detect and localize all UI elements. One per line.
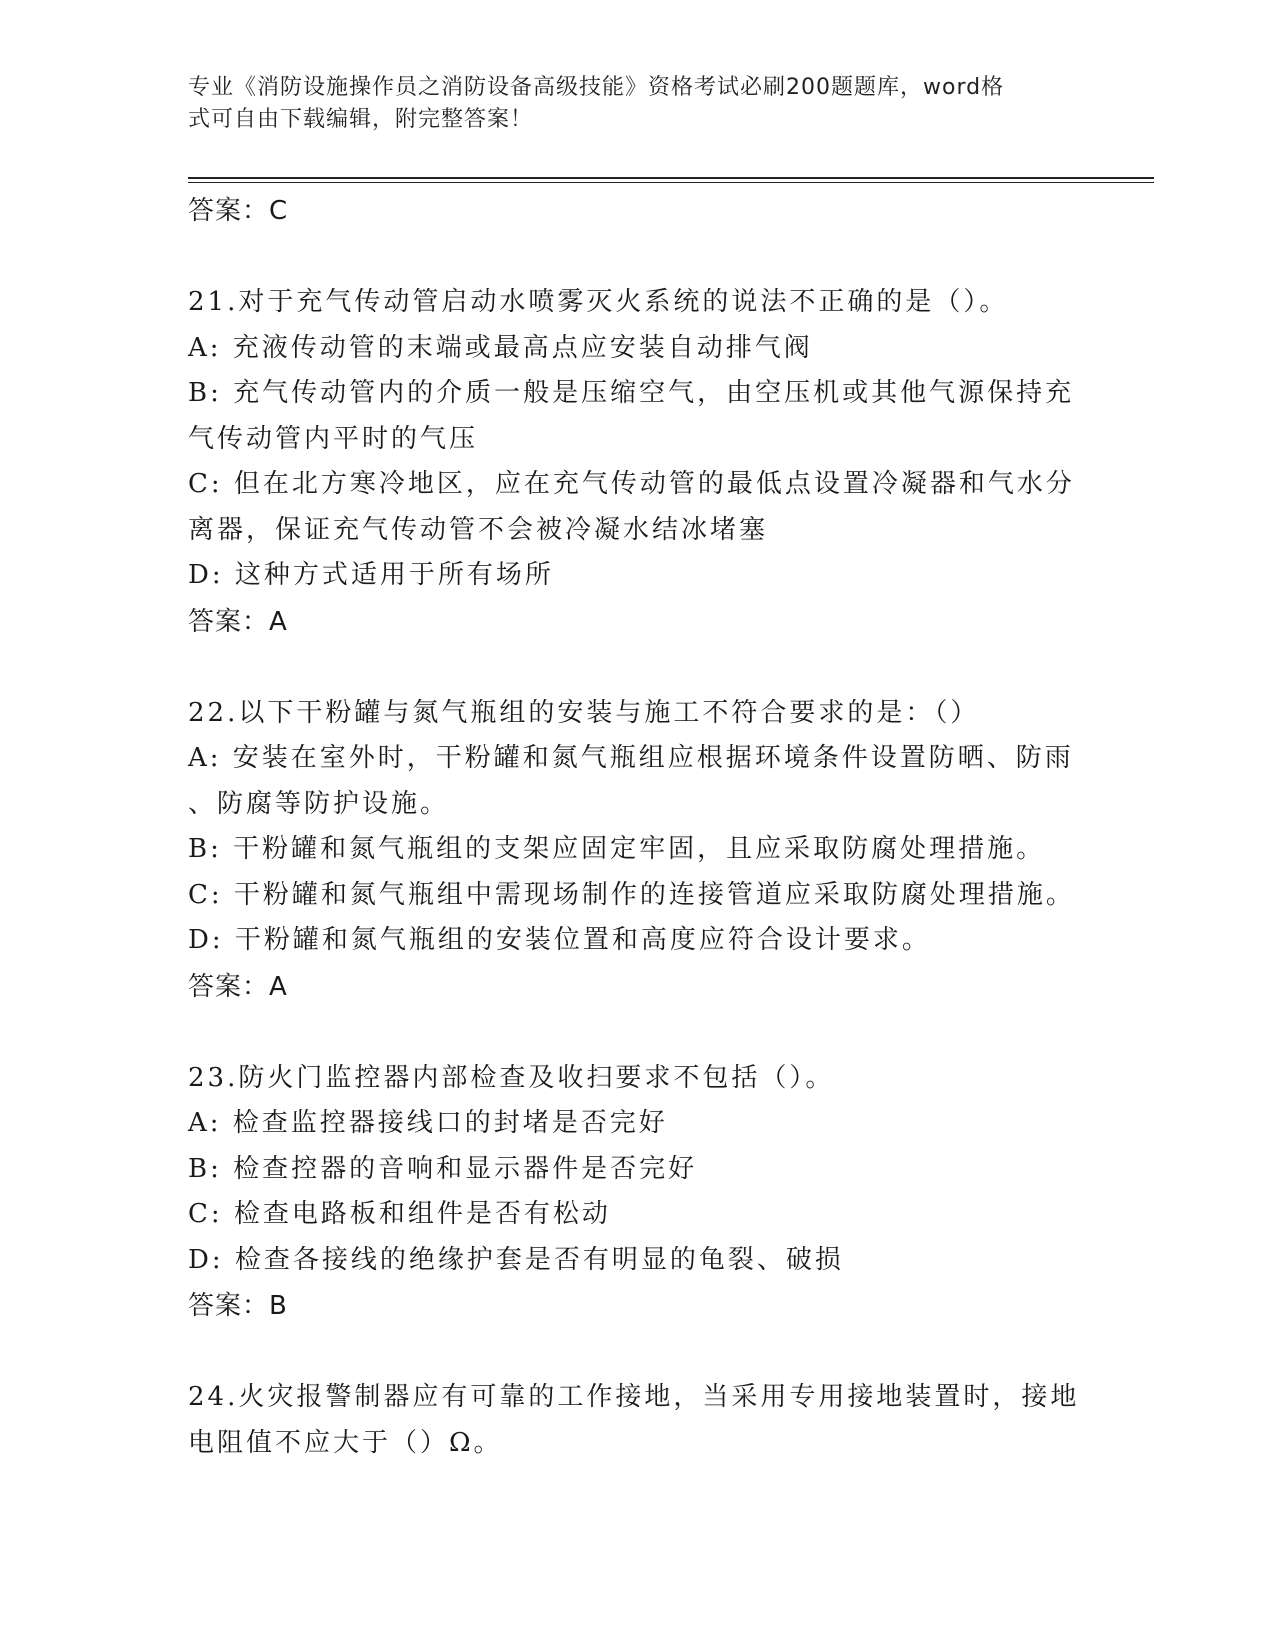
question-body: [188, 188, 1088, 1466]
option-line: B: 充气传动管内的介质一般是压缩空气，由空压机或其他气源保持充: [188, 378, 1075, 408]
header-line-1: 专业《消防设施操作员之消防设备高级技能》资格考试必刷200题题库，word格: [188, 75, 1005, 100]
question-gap: [188, 1010, 1088, 1056]
question-gap: [188, 1329, 1088, 1375]
question-block: [188, 280, 1088, 645]
option-line: 气传动管内平时的气压: [188, 423, 479, 454]
question-answer: 答案：A: [188, 971, 288, 1002]
question-option: [188, 873, 1088, 919]
option-line: D: 这种方式适用于所有场所: [188, 560, 554, 590]
option-line: A: 检查监控器接线口的封堵是否完好: [188, 1108, 668, 1138]
question-block: [188, 691, 1088, 1010]
header-rule-thick: [188, 177, 1154, 179]
question-stem-line: 电阻值不应大于（）Ω。: [188, 1427, 503, 1458]
option-line: C: 干粉罐和氮气瓶组中需现场制作的连接管道应采取防腐处理措施。: [188, 879, 1075, 910]
option-line: C: 但在北方寒冷地区，应在充气传动管的最低点设置冷凝器和气水分: [188, 469, 1075, 499]
question-option: [188, 326, 1088, 372]
question-option: [188, 827, 1088, 873]
question-option: [188, 462, 1088, 553]
option-line: 、防腐等防护设施。: [188, 788, 450, 819]
page-header: [188, 72, 1068, 136]
question-gap: [188, 645, 1088, 691]
question-option: [188, 553, 1088, 599]
option-line: A: 充液传动管的末端或最高点应安装自动排气阀: [188, 332, 813, 363]
option-line: D: 检查各接线的绝缘护套是否有明显的龟裂、破损: [188, 1244, 844, 1275]
question-option: [188, 918, 1088, 964]
question-answer: 答案：A: [188, 606, 288, 637]
question-block: [188, 1375, 1088, 1466]
header-line-2: 式可自由下载编辑，附完整答案！: [188, 107, 534, 132]
option-line: B: 干粉罐和氮气瓶组的支架应固定牢固，且应采取防腐处理措施。: [188, 834, 1046, 864]
option-line: A: 安装在室外时，干粉罐和氮气瓶组应根据环境条件设置防晒、防雨: [188, 743, 1074, 773]
question-answer: 答案：B: [188, 1291, 288, 1321]
question-stem-line: 21.对于充气传动管启动水喷雾灭火系统的说法不正确的是（）。: [188, 287, 1009, 317]
question-option: [188, 1238, 1088, 1284]
question-option: [188, 371, 1088, 462]
question-option: [188, 1192, 1088, 1238]
question-gap: [188, 234, 1088, 280]
option-line: C: 检查电路板和组件是否有松动: [188, 1199, 611, 1229]
question-option: [188, 736, 1088, 827]
header-rule-thin: [188, 182, 1154, 183]
question-stem-line: 23.防火门监控器内部检查及收扫要求不包括（）。: [188, 1062, 835, 1093]
option-line: B: 检查控器的音响和显示器件是否完好: [188, 1153, 698, 1184]
option-line: D: 干粉罐和氮气瓶组的安装位置和高度应符合设计要求。: [188, 925, 931, 955]
question-option: [188, 1147, 1088, 1193]
previous-answer: 答案：C: [188, 196, 289, 226]
question-stem-line: 24.火灾报警制器应有可靠的工作接地，当采用专用接地装置时，接地: [188, 1382, 1080, 1412]
option-line: 离器，保证充气传动管不会被冷凝水结冰堵塞: [188, 514, 769, 545]
question-stem-line: 22.以下干粉罐与氮气瓶组的安装与施工不符合要求的是：（）: [188, 697, 980, 728]
question-block: [188, 1056, 1088, 1330]
question-option: [188, 1101, 1088, 1147]
